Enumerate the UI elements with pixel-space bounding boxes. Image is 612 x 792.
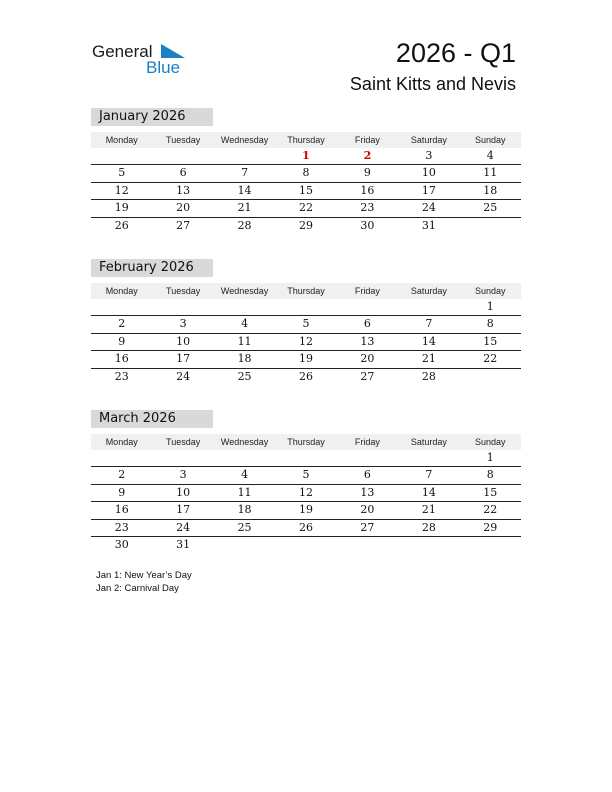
week-row xyxy=(91,334,521,351)
day-cell: 1 xyxy=(302,149,310,162)
day-cell: 19 xyxy=(114,201,129,215)
day-cell: 23 xyxy=(360,201,375,215)
day-cell: 16 xyxy=(114,352,129,366)
day-cell: 11 xyxy=(483,166,498,180)
day-cell: 4 xyxy=(241,317,249,331)
day-cell: 15 xyxy=(483,485,498,499)
month-label: February 2026 xyxy=(91,259,213,277)
day-cell: 12 xyxy=(114,183,129,197)
day-cell xyxy=(91,450,152,466)
day-cell: 27 xyxy=(176,218,191,232)
week-row xyxy=(91,218,521,234)
week-row xyxy=(91,148,521,165)
day-cell: 24 xyxy=(176,369,191,383)
day-cell: 4 xyxy=(486,149,494,162)
day-cell: 14 xyxy=(421,485,436,499)
day-cell: 6 xyxy=(363,317,371,331)
day-cell: 12 xyxy=(298,485,313,499)
day-cell: 11 xyxy=(237,485,252,499)
weekday-header: Sunday xyxy=(475,437,506,447)
week-row xyxy=(91,351,521,368)
weekday-header: Sunday xyxy=(475,286,506,296)
day-cell xyxy=(152,450,213,466)
day-cell: 12 xyxy=(298,334,313,348)
day-cell: 22 xyxy=(483,352,498,366)
day-cell: 19 xyxy=(298,503,313,517)
day-cell: 30 xyxy=(114,537,129,551)
month-label: January 2026 xyxy=(91,108,213,126)
day-cell: 9 xyxy=(118,485,126,499)
weekday-header: Tuesday xyxy=(166,437,201,447)
weekday-header: Sunday xyxy=(475,135,506,145)
day-cell: 8 xyxy=(486,317,494,331)
day-cell: 24 xyxy=(421,201,436,215)
day-cell: 3 xyxy=(179,468,187,482)
day-cell xyxy=(337,299,398,315)
week-row xyxy=(91,467,521,484)
logo-triangle-icon xyxy=(161,44,185,58)
weekday-header-row xyxy=(91,283,521,299)
day-cell: 3 xyxy=(425,149,433,162)
weekday-header-row xyxy=(91,434,521,450)
day-cell xyxy=(214,537,275,553)
day-cell: 17 xyxy=(421,183,436,197)
week-row xyxy=(91,369,521,385)
weekday-header: Saturday xyxy=(410,437,447,447)
day-cell: 1 xyxy=(486,300,494,313)
month-block-january xyxy=(91,108,521,234)
day-cell xyxy=(460,218,521,234)
logo-text-blue: Blue xyxy=(146,58,181,77)
day-cell: 22 xyxy=(298,201,313,215)
day-cell: 20 xyxy=(360,352,375,366)
day-cell xyxy=(214,450,275,466)
day-cell: 31 xyxy=(421,218,436,232)
day-cell: 18 xyxy=(483,183,498,197)
logo-text-general: General xyxy=(92,42,153,61)
weekday-header: Tuesday xyxy=(166,286,201,296)
weekday-header: Friday xyxy=(354,437,380,447)
day-cell: 8 xyxy=(486,468,494,482)
day-cell: 29 xyxy=(483,520,498,534)
day-cell: 17 xyxy=(176,352,191,366)
day-cell: 13 xyxy=(176,183,191,197)
day-cell: 14 xyxy=(237,183,252,197)
day-cell: 11 xyxy=(237,334,252,348)
weekday-header-row xyxy=(91,132,521,148)
holiday-note: Jan 2: Carnival Day xyxy=(96,583,179,594)
day-cell: 6 xyxy=(179,166,187,180)
weekday-header: Wednesday xyxy=(220,437,269,447)
page-title: 2026 - Q1 xyxy=(395,38,516,68)
day-cell xyxy=(337,537,398,553)
week-row xyxy=(91,200,521,217)
brand-logo xyxy=(92,40,192,80)
day-cell: 15 xyxy=(298,183,313,197)
weekday-header: Thursday xyxy=(287,437,325,447)
day-cell: 26 xyxy=(298,369,313,383)
day-cell: 24 xyxy=(176,520,191,534)
day-cell: 15 xyxy=(483,334,498,348)
day-cell: 3 xyxy=(179,317,187,331)
weekday-header: Tuesday xyxy=(166,135,201,145)
weekday-header: Wednesday xyxy=(220,135,269,145)
day-cell: 7 xyxy=(241,166,249,180)
day-cell: 10 xyxy=(176,334,191,348)
day-cell: 4 xyxy=(241,468,249,482)
day-cell: 7 xyxy=(425,317,433,331)
weekday-header: Wednesday xyxy=(220,286,269,296)
day-cell xyxy=(275,450,336,466)
day-cell: 16 xyxy=(360,183,375,197)
weekday-header: Saturday xyxy=(410,135,447,145)
weekday-header: Friday xyxy=(354,286,380,296)
weekday-header: Saturday xyxy=(410,286,447,296)
day-cell: 18 xyxy=(237,352,252,366)
day-cell: 31 xyxy=(176,537,191,551)
day-cell: 16 xyxy=(114,503,129,517)
day-cell xyxy=(460,537,521,553)
day-cell: 25 xyxy=(483,201,498,215)
day-cell: 13 xyxy=(360,485,375,499)
day-cell: 9 xyxy=(118,334,126,348)
month-block-march xyxy=(91,410,521,553)
weekday-header: Monday xyxy=(105,437,138,447)
day-cell: 2 xyxy=(118,468,126,482)
day-cell: 30 xyxy=(360,218,375,232)
day-cell xyxy=(91,148,152,164)
week-row xyxy=(91,316,521,333)
weekday-header: Thursday xyxy=(287,286,325,296)
weekday-header: Monday xyxy=(105,135,138,145)
day-cell: 26 xyxy=(114,218,129,232)
day-cell: 6 xyxy=(363,468,371,482)
holiday-note: Jan 1: New Year’s Day xyxy=(96,570,192,581)
day-cell: 25 xyxy=(237,369,252,383)
day-cell: 28 xyxy=(421,520,436,534)
day-cell: 13 xyxy=(360,334,375,348)
day-cell xyxy=(91,299,152,315)
holiday-notes xyxy=(96,569,192,595)
day-cell xyxy=(398,450,459,466)
day-cell: 28 xyxy=(237,218,252,232)
week-row xyxy=(91,520,521,537)
weekday-header: Monday xyxy=(105,286,138,296)
day-cell xyxy=(275,299,336,315)
day-cell: 27 xyxy=(360,520,375,534)
day-cell xyxy=(152,148,213,164)
day-cell: 1 xyxy=(486,451,494,464)
day-cell: 20 xyxy=(176,201,191,215)
day-cell: 10 xyxy=(421,166,436,180)
day-cell: 22 xyxy=(483,503,498,517)
day-cell: 2 xyxy=(118,317,126,331)
week-row xyxy=(91,299,521,316)
day-cell: 26 xyxy=(298,520,313,534)
week-row xyxy=(91,450,521,467)
day-cell xyxy=(214,299,275,315)
day-cell: 5 xyxy=(118,166,126,180)
day-cell xyxy=(460,369,521,385)
day-cell: 28 xyxy=(421,369,436,383)
day-cell: 21 xyxy=(421,503,436,517)
day-cell: 2 xyxy=(363,149,372,162)
day-cell: 21 xyxy=(237,201,252,215)
day-cell: 10 xyxy=(176,485,191,499)
day-cell: 9 xyxy=(363,166,371,180)
day-cell: 25 xyxy=(237,520,252,534)
day-cell: 21 xyxy=(421,352,436,366)
month-label: March 2026 xyxy=(91,410,213,428)
day-cell xyxy=(152,299,213,315)
day-cell xyxy=(398,299,459,315)
day-cell: 7 xyxy=(425,468,433,482)
day-cell: 17 xyxy=(176,503,191,517)
day-cell: 27 xyxy=(360,369,375,383)
day-cell: 8 xyxy=(302,166,310,180)
week-row xyxy=(91,537,521,553)
day-cell: 14 xyxy=(421,334,436,348)
day-cell: 23 xyxy=(114,520,129,534)
day-cell xyxy=(337,450,398,466)
day-cell xyxy=(275,537,336,553)
day-cell: 5 xyxy=(302,468,310,482)
week-row xyxy=(91,502,521,519)
weekday-header: Thursday xyxy=(287,135,325,145)
day-cell: 5 xyxy=(302,317,310,331)
day-cell: 19 xyxy=(298,352,313,366)
day-cell: 29 xyxy=(298,218,313,232)
day-cell: 23 xyxy=(114,369,129,383)
week-row xyxy=(91,485,521,502)
month-block-february xyxy=(91,259,521,385)
weekday-header: Friday xyxy=(354,135,380,145)
week-row xyxy=(91,165,521,182)
day-cell: 18 xyxy=(237,503,252,517)
country-subtitle: Saint Kitts and Nevis xyxy=(349,74,516,94)
week-row xyxy=(91,183,521,200)
day-cell xyxy=(398,537,459,553)
day-cell: 20 xyxy=(360,503,375,517)
day-cell xyxy=(214,148,275,164)
